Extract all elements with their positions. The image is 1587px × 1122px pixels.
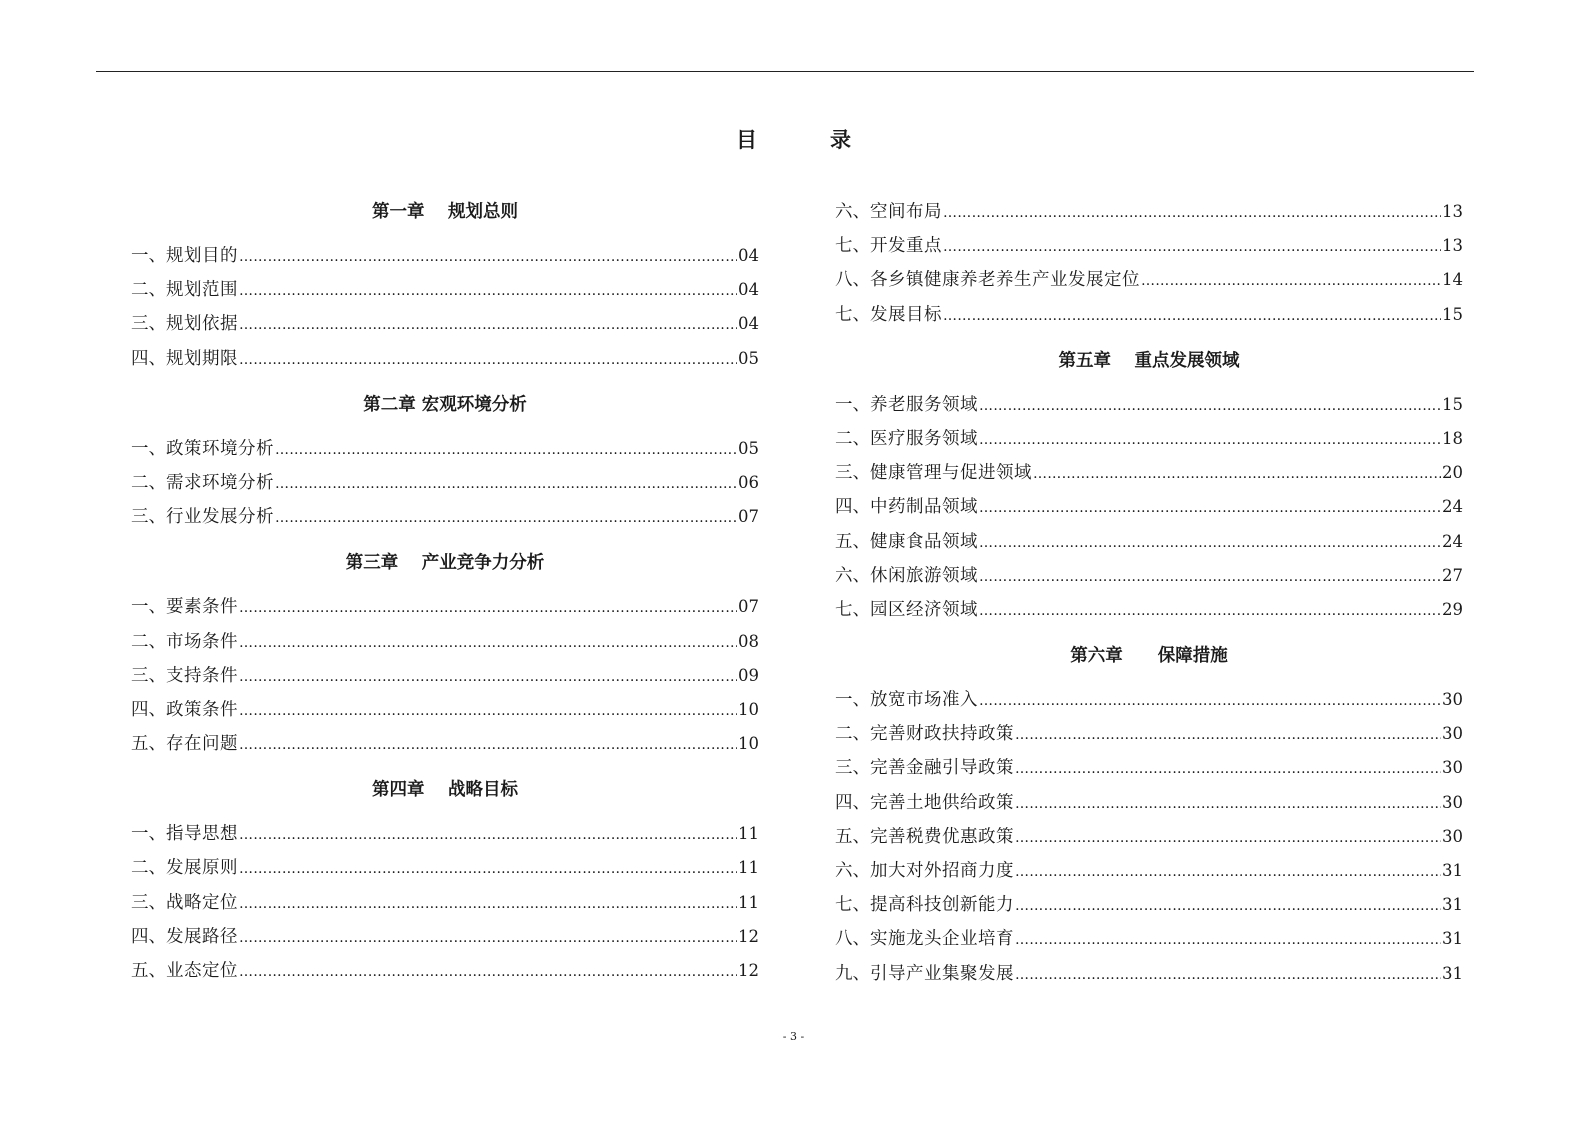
chapter-heading-5[interactable]: 第五章 重点发展领域 — [1058, 350, 1240, 371]
entry-page: 20 — [1442, 463, 1463, 483]
dot-leader — [239, 240, 737, 274]
toc-entry[interactable] — [131, 817, 759, 851]
entry-page: 31 — [1442, 895, 1463, 915]
toc-entry[interactable] — [131, 954, 759, 988]
entry-title: 休闲旅游领域 — [870, 565, 978, 586]
dot-leader — [1015, 958, 1441, 992]
entry-page: 30 — [1442, 826, 1463, 846]
entry-title: 发展目标 — [870, 304, 942, 325]
toc-entry[interactable] — [131, 239, 759, 273]
entry-number: 四、 — [835, 497, 870, 518]
dot-leader — [275, 433, 737, 467]
dot-leader — [943, 230, 1441, 264]
entry-number: 七、 — [835, 895, 870, 916]
entry-page: 15 — [1442, 394, 1463, 414]
dot-leader — [979, 684, 1441, 718]
dot-leader — [1015, 752, 1441, 786]
entry-page: 31 — [1442, 963, 1463, 983]
spacer — [131, 534, 759, 546]
toc-entry[interactable] — [131, 466, 759, 500]
toc-entry[interactable] — [835, 490, 1463, 524]
toc-entry[interactable] — [131, 886, 759, 920]
dot-leader — [1015, 718, 1441, 752]
entry-page: 05 — [738, 438, 759, 458]
dot-leader — [1015, 889, 1441, 923]
toc-entry[interactable] — [131, 273, 759, 307]
dot-leader — [1015, 821, 1441, 855]
dot-leader — [239, 694, 737, 728]
dot-leader — [1015, 787, 1441, 821]
entry-page: 11 — [738, 824, 759, 844]
entry-page: 24 — [1442, 497, 1463, 517]
chapter-heading-1[interactable]: 第一章 规划总则 — [371, 202, 519, 222]
entry-page: 30 — [1442, 758, 1463, 778]
entry-page: 07 — [738, 507, 759, 527]
chapter-heading-6[interactable]: 第六章 保障措施 — [1070, 646, 1228, 667]
dot-leader — [979, 594, 1441, 628]
entry-title: 发展原则 — [166, 858, 238, 879]
chapter-heading-2[interactable]: 第二章 宏观环境分析 — [363, 394, 527, 415]
entry-title: 各乡镇健康养老养生产业发展定位 — [870, 270, 1140, 291]
chapter-heading-4[interactable]: 第四章 战略目标 — [371, 780, 519, 801]
toc-entry[interactable] — [835, 888, 1463, 922]
toc-entry[interactable] — [131, 342, 759, 376]
page-number: - 3 - — [782, 1030, 805, 1043]
toc-entry[interactable] — [835, 422, 1463, 456]
entry-number: 一、 — [131, 246, 166, 266]
entry-page: 04 — [738, 280, 759, 300]
toc-entry[interactable] — [835, 559, 1463, 593]
entry-title: 完善税费优惠政策 — [870, 826, 1014, 847]
toc-entry[interactable] — [131, 851, 759, 885]
dot-leader — [943, 299, 1441, 333]
entry-number: 三、 — [835, 463, 870, 484]
toc-entry[interactable] — [131, 307, 759, 341]
dot-leader — [239, 921, 737, 955]
dot-leader — [239, 728, 737, 762]
toc-entry[interactable] — [131, 693, 759, 727]
entry-number: 四、 — [835, 792, 870, 813]
entry-title: 支持条件 — [166, 665, 238, 686]
toc-entry[interactable] — [131, 500, 759, 534]
entry-page: 04 — [738, 314, 759, 334]
dot-leader — [239, 660, 737, 694]
entry-number: 二、 — [131, 858, 166, 879]
toc-entry[interactable] — [835, 298, 1463, 332]
entry-number: 八、 — [835, 929, 870, 950]
entry-number: 三、 — [131, 314, 166, 335]
entry-title: 提高科技创新能力 — [870, 895, 1014, 916]
dot-leader — [1015, 923, 1441, 957]
entry-page: 15 — [1442, 304, 1463, 324]
toc-entry[interactable] — [835, 717, 1463, 751]
entry-number: 二、 — [835, 724, 870, 745]
page-title: 目 录 — [736, 127, 877, 152]
spacer — [835, 332, 1463, 344]
entry-page: 14 — [1442, 270, 1463, 290]
dot-leader — [239, 274, 737, 308]
toc-entry[interactable] — [835, 388, 1463, 422]
entry-title: 园区经济领域 — [870, 599, 978, 620]
toc-left-column — [131, 195, 759, 988]
dot-leader — [979, 491, 1441, 525]
entry-number: 五、 — [835, 531, 870, 552]
entry-title: 完善财政扶持政策 — [870, 724, 1014, 745]
toc-right-column — [835, 195, 1463, 991]
entry-number: 二、 — [131, 472, 166, 493]
entry-number: 四、 — [131, 348, 166, 369]
entry-page: 18 — [1442, 428, 1463, 448]
entry-title: 规划依据 — [166, 314, 238, 335]
entry-page: 13 — [1442, 236, 1463, 256]
entry-number: 一、 — [131, 438, 166, 459]
dot-leader — [979, 423, 1441, 457]
entry-number: 一、 — [131, 824, 166, 845]
entry-number: 四、 — [131, 699, 166, 720]
entry-number: 二、 — [131, 280, 166, 301]
entry-page: 30 — [1442, 724, 1463, 744]
entry-number: 七、 — [835, 236, 870, 257]
entry-number: 三、 — [131, 665, 166, 686]
entry-title: 引导产业集聚发展 — [870, 963, 1014, 984]
entry-number: 二、 — [131, 631, 166, 652]
toc-entry[interactable] — [835, 263, 1463, 297]
entry-title: 完善土地供给政策 — [870, 792, 1014, 813]
entry-title: 需求环境分析 — [166, 472, 274, 493]
dot-leader — [239, 818, 737, 852]
toc-entry[interactable] — [131, 590, 759, 624]
entry-number: 六、 — [835, 861, 870, 881]
toc-entry[interactable] — [835, 786, 1463, 820]
toc-entry[interactable] — [835, 195, 1463, 229]
entry-page: 31 — [1442, 929, 1463, 949]
dot-leader — [1033, 457, 1441, 491]
entry-page: 11 — [738, 892, 759, 912]
entry-number: 五、 — [131, 734, 166, 755]
entry-page: 12 — [738, 926, 759, 946]
entry-title: 政策环境分析 — [166, 438, 274, 459]
entry-number: 四、 — [131, 926, 166, 947]
dot-leader — [239, 887, 737, 921]
entry-page: 10 — [738, 699, 759, 719]
toc-entry[interactable] — [131, 727, 759, 761]
entry-number: 三、 — [131, 892, 166, 913]
entry-title: 规划目的 — [166, 246, 238, 266]
entry-title: 加大对外招商力度 — [870, 861, 1014, 881]
dot-leader — [979, 389, 1441, 423]
entry-page: 05 — [738, 348, 759, 368]
entry-page: 30 — [1442, 792, 1463, 812]
entry-title: 实施龙头企业培育 — [870, 929, 1014, 950]
entry-number: 七、 — [835, 304, 870, 325]
entry-page: 11 — [738, 858, 759, 878]
toc-entry[interactable] — [131, 920, 759, 954]
entry-page: 04 — [738, 246, 759, 265]
entry-number: 三、 — [835, 758, 870, 779]
entry-title: 完善金融引导政策 — [870, 758, 1014, 779]
header-rule — [96, 71, 1474, 72]
dot-leader — [239, 343, 737, 377]
dot-leader — [943, 196, 1441, 230]
dot-leader — [275, 467, 737, 501]
toc-entry[interactable] — [131, 625, 759, 659]
entry-number: 九、 — [835, 963, 870, 984]
toc-entry[interactable] — [835, 820, 1463, 854]
entry-page: 13 — [1442, 202, 1463, 221]
entry-page: 29 — [1442, 599, 1463, 619]
dot-leader — [239, 626, 737, 660]
toc-entry[interactable] — [835, 957, 1463, 991]
entry-number: 三、 — [131, 507, 166, 528]
entry-title: 政策条件 — [166, 699, 238, 720]
entry-title: 行业发展分析 — [166, 507, 274, 528]
entry-number: 八、 — [835, 270, 870, 291]
dot-leader — [275, 501, 737, 535]
toc-entry[interactable] — [835, 854, 1463, 888]
entry-number: 六、 — [835, 565, 870, 586]
entry-title: 要素条件 — [166, 597, 238, 618]
dot-leader — [979, 526, 1441, 560]
entry-page: 27 — [1442, 565, 1463, 585]
entry-page: 10 — [738, 734, 759, 754]
entry-number: 二、 — [835, 428, 870, 449]
spacer — [131, 761, 759, 773]
entry-title: 健康管理与促进领域 — [870, 463, 1032, 484]
toc-entry[interactable] — [835, 683, 1463, 717]
dot-leader — [979, 560, 1441, 594]
entry-number: 五、 — [835, 826, 870, 847]
entry-title: 规划范围 — [166, 280, 238, 301]
entry-title: 发展路径 — [166, 926, 238, 947]
entry-title: 医疗服务领域 — [870, 428, 978, 449]
entry-page: 06 — [738, 472, 759, 492]
toc-entry[interactable] — [835, 593, 1463, 627]
entry-title: 健康食品领域 — [870, 531, 978, 552]
entry-title: 放宽市场准入 — [870, 690, 978, 711]
entry-title: 市场条件 — [166, 631, 238, 652]
toc-entry[interactable] — [131, 659, 759, 693]
dot-leader — [239, 308, 737, 342]
spacer — [835, 627, 1463, 639]
toc-entry[interactable] — [835, 751, 1463, 785]
toc-entry[interactable] — [835, 525, 1463, 559]
chapter-heading-3[interactable]: 第三章 产业竞争力分析 — [345, 553, 545, 574]
entry-title: 指导思想 — [166, 824, 238, 845]
entry-page: 24 — [1442, 531, 1463, 551]
entry-number: 六、 — [835, 202, 870, 222]
entry-number: 七、 — [835, 599, 870, 620]
dot-leader — [1015, 855, 1441, 889]
entry-number: 一、 — [835, 690, 870, 711]
entry-title: 中药制品领域 — [870, 497, 978, 518]
entry-title: 战略定位 — [166, 892, 238, 913]
entry-title: 开发重点 — [870, 236, 942, 257]
entry-page: 31 — [1442, 861, 1463, 880]
entry-title: 存在问题 — [166, 734, 238, 755]
entry-number: 五、 — [131, 961, 166, 981]
entry-page: 09 — [738, 665, 759, 685]
entry-number: 一、 — [131, 597, 166, 618]
dot-leader — [239, 591, 737, 625]
entry-title: 业态定位 — [166, 961, 238, 981]
toc-entry[interactable] — [835, 922, 1463, 956]
toc-entry[interactable] — [835, 456, 1463, 490]
entry-title: 养老服务领域 — [870, 394, 978, 415]
dot-leader — [239, 852, 737, 886]
toc-entry[interactable] — [131, 432, 759, 466]
entry-number: 一、 — [835, 394, 870, 415]
entry-title: 规划期限 — [166, 348, 238, 369]
dot-leader — [1141, 264, 1441, 298]
spacer — [131, 376, 759, 388]
entry-page: 30 — [1442, 690, 1463, 710]
toc-entry[interactable] — [835, 229, 1463, 263]
entry-title: 空间布局 — [870, 202, 942, 222]
entry-page: 07 — [738, 597, 759, 617]
entry-page: 08 — [738, 631, 759, 651]
entry-page: 12 — [738, 961, 759, 980]
dot-leader — [239, 955, 737, 989]
